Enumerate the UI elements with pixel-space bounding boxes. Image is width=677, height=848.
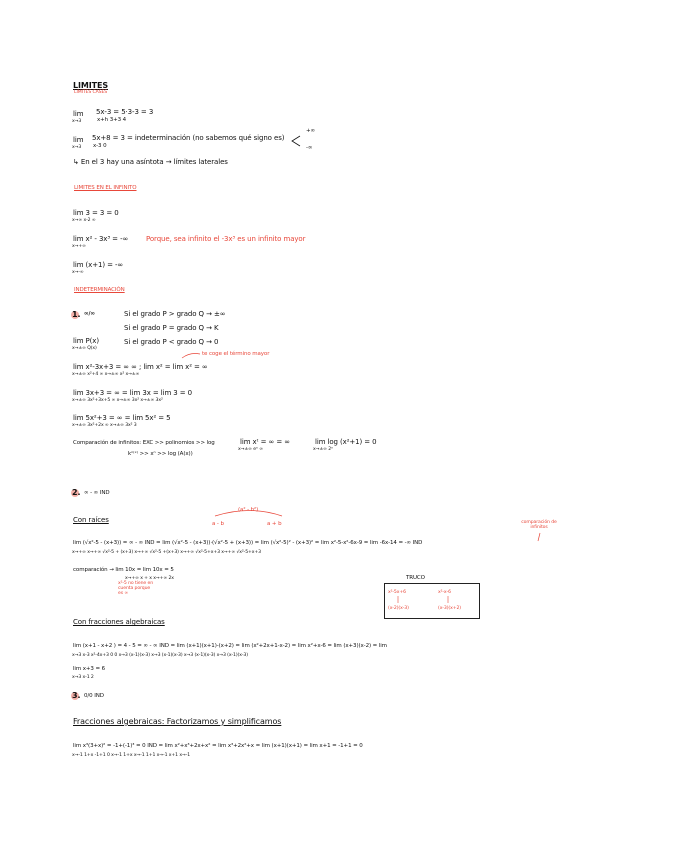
note-arrow [538, 533, 540, 541]
limit-expression: lim 3x+3 = ∞ = lim 3x = lim 3 = 0 [73, 389, 193, 397]
comparison-text: Comparación de infinitos: EXC >> polinomios >> log [73, 440, 215, 446]
note-arrow [182, 354, 200, 359]
limit-plus-infinity: +∞ [306, 128, 315, 134]
limit-expression: lim xᵗ = ∞ = ∞ [240, 438, 291, 446]
comparison-note: x²-5 no tiene en cuenta porque es ∞ [118, 581, 154, 596]
limit-subscript: x→+∞ [72, 244, 86, 249]
page-subtitle: LIMITES CASES [74, 90, 108, 95]
item-number: 1. [72, 310, 81, 319]
section-title-infinity: LIMITES EN EL INFINITO [74, 185, 137, 191]
limit-expression: lim x+3 = 6 [73, 666, 106, 672]
limit-denominator: x-3 0 [93, 143, 107, 149]
branch-bracket [292, 136, 300, 146]
limit-label: lim [73, 110, 84, 118]
limit-subscript: x→3 x-3 x²-4x+3 0 0 x→3 (x-1)(x-3) x→3 (x-1)(x-3) x→3 (x-1)(x-3) x→3 (x-1)(x-3) [72, 653, 248, 658]
rule-text: Si el grado P < grado Q → 0 [124, 338, 219, 346]
limit-subscript: x→-1 1+x -1+1 0 x→-1 1+x x→-1 1+1 x→-1 x+1 x→-1 [72, 753, 191, 758]
limit-expression: 5x-3 = 5·3-3 = 3 [96, 108, 154, 116]
limit-expression: lim (x+1 - x+2 ) = 4 - 5 = ∞ - ∞ IND = lim (x+1)(x+1)-(x+2) = lim (x²+2x+1-x-2) = lim x²+x-6 = lim (x+3)(x-2) = lim [73, 643, 387, 649]
limit-expression: lim x²-3x+3 = ∞ ∞ ; lim x² = lim x² = ∞ [73, 363, 208, 371]
limit-expression: lim (√x²-5 - (x+3)) = ∞ - ∞ IND = lim (√x²-5 - (x+3))·(√x²-5 + (x+3)) = lim (√x²-5)² - (x+3)² = lim x²-5-x²-6x-9 = lim -6x-14 = -∞ IND [73, 540, 423, 546]
formula-note: a + b [267, 521, 282, 527]
limit-subscript: x→+∞ x + x x→+∞ 2x [125, 576, 174, 581]
limit-subscript: x→-∞ [72, 270, 84, 275]
formula-bracket [215, 511, 282, 517]
item-number: 2. [72, 488, 81, 497]
rule-text: Si el grado P = grado Q → K [124, 324, 219, 332]
trick-factorization: (x-2)(x-3) [388, 606, 409, 611]
trick-title: TRUCO [406, 575, 425, 581]
limit-minus-infinity: -∞ [306, 145, 313, 151]
item-number: 3. [72, 691, 81, 700]
trick-expression: x²-5x+6 [388, 590, 406, 595]
trick-expression: x²-x-6 [438, 590, 451, 595]
limit-subscript: x→±∞ 2ˣ [313, 447, 333, 452]
limit-denominator: x+h 3+3 4 [97, 117, 127, 123]
limit-expression: comparación → lim 10x = lim 10x = 5 [73, 567, 174, 573]
indeterminate-form: ∞ - ∞ IND [84, 490, 110, 496]
asymptote-note: ↳ En el 3 hay una asíntota → límites laterales [73, 158, 228, 166]
limit-subscript: x→±∞ 3x²+3x+5 ∞ x→±∞ 3x² x→±∞ 3x² [72, 398, 163, 403]
indeterminate-form: ∞/∞ [84, 311, 95, 317]
section-title-fractions: Con fracciones algebraicas [73, 618, 165, 626]
limit-label: lim [73, 136, 84, 144]
section-title-roots: Con raíces [73, 516, 109, 524]
formula-note: (a² - b²) [238, 507, 259, 513]
section-title-algebraic: Fracciones algebraicas: Factorizamos y simplificamos [73, 717, 282, 726]
limit-expression: lim 3 = 3 = 0 [73, 209, 119, 217]
limit-subscript: x→3 [72, 145, 82, 150]
trick-factorization: (x-3)(x+2) [438, 606, 461, 611]
limit-expression: lim P(x) [73, 337, 99, 345]
limit-expression: lim (x+1) = -∞ [73, 261, 124, 269]
limit-subscript: x→±∞ eˣ ∞ [238, 447, 263, 452]
limit-expression: lim x³(3+x)² = -1+(-1)³ = 0 IND = lim x²+x³+2x+x² = lim x³+2x²+x = lim (x+1)(x+1) = lim x+1 = -1+1 = 0 [73, 743, 363, 749]
comparison-text: kⁿ⁽ˣ⁾ >> xⁿ >> log (A(x)) [128, 451, 193, 457]
limit-subscript: x→+∞ x→+∞ √x²-5 + (x+3) x→+∞ √x²-5 +(x+3) x→+∞ √x²-5+x+3 x→+∞ √x²-5+x+3 [72, 550, 261, 555]
formula-note: a - b [212, 521, 224, 527]
rule-text: Si el grado P > grado Q → ±∞ [124, 310, 226, 318]
limit-expression: lim log (x²+1) = 0 [315, 438, 377, 446]
limit-subscript: x→∞ x-2 ∞ [72, 218, 96, 223]
limit-subscript: x→3 x-1 2 [72, 675, 94, 680]
limit-note: Porque, sea infinito el -3x³ es un infinito mayor [146, 235, 306, 243]
limit-subscript: x→±∞ 3x²+2x ∞ x→±∞ 3x² 3 [72, 423, 137, 428]
annotation-note: te coge el término mayor [202, 351, 270, 357]
limit-subscript: x→±∞ x²+4 ∞ x→±∞ x² x→±∞ [72, 372, 140, 377]
limit-expression: 5x+8 = 3 = indeterminación (no sabemos qué signo es) [92, 134, 285, 142]
indeterminate-form: 0/0 IND [84, 693, 104, 699]
limit-subscript: x→3 [72, 119, 82, 124]
comparison-note: comparación de infinitos [521, 520, 557, 530]
page-title: LIMITES [73, 81, 108, 90]
limit-expression: lim x² - 3x³ = -∞ [73, 235, 129, 243]
section-title-indeterminacy: INDETERMINACIÓN [74, 287, 125, 293]
limit-expression: lim 5x²+3 = ∞ = lim 5x² = 5 [73, 414, 171, 422]
limit-subscript: x→±∞ Q(x) [72, 346, 97, 351]
